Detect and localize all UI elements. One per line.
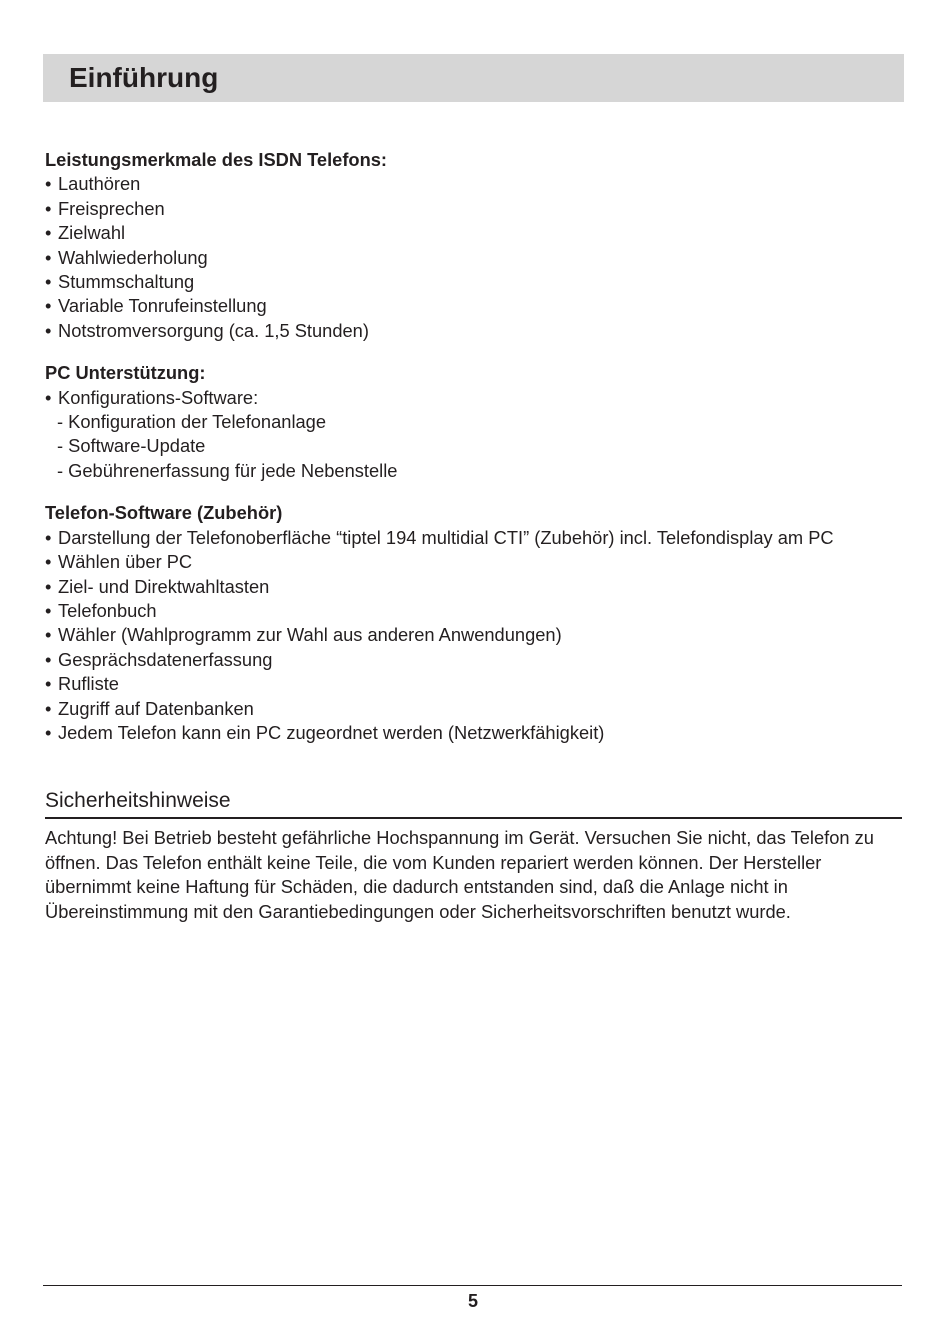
list-item: • Lauthören <box>45 172 905 196</box>
list-item: • Zugriff auf Datenbanken <box>45 697 905 721</box>
list-item: • Jedem Telefon kann ein PC zugeordnet werden (Netzwerkfähigkeit) <box>45 721 905 745</box>
phone-software-section <box>45 501 905 745</box>
list-item: • Wählen über PC <box>45 550 905 574</box>
list-item: • Notstromversorgung (ca. 1,5 Stunden) <box>45 319 905 343</box>
safety-section <box>45 787 902 924</box>
footer-divider <box>43 1285 902 1286</box>
phone-software-list <box>45 526 905 746</box>
main-content <box>45 148 905 745</box>
page-number: 5 <box>467 1291 478 1311</box>
list-item: • Wahlwiederholung <box>45 246 905 270</box>
sub-list-item: - Software-Update <box>45 434 905 458</box>
list-item: • Konfigurations-Software: <box>45 386 905 410</box>
list-item: • Ziel- und Direktwahltasten <box>45 575 905 599</box>
list-item: • Zielwahl <box>45 221 905 245</box>
list-item: • Wähler (Wahlprogramm zur Wahl aus anderen Anwendungen) <box>45 623 905 647</box>
chapter-title-bar <box>43 54 904 102</box>
pc-support-section <box>45 361 905 483</box>
safety-heading: Sicherheitshinweise <box>45 787 902 819</box>
list-item: • Rufliste <box>45 672 905 696</box>
features-list <box>45 172 905 343</box>
features-title: Leistungsmerkmale des ISDN Telefons: <box>45 149 388 170</box>
safety-text: Achtung! Bei Betrieb besteht gefährliche Hochspannung im Gerät. Versuchen Sie nicht, das Telefon zu öffnen. Das Telefon enthält keine Teile, die vom Kunden repariert werden können. Der Hersteller übernimmt keine Haftung für Schäden, die dadurch entstanden sind, daß die Anlage nicht in Übereinstimmung mit den Garantiebedingungen oder Sicherheitsvorschriften benutzt wurde. <box>45 827 874 922</box>
list-item: • Telefonbuch <box>45 599 905 623</box>
list-item: • Stummschaltung <box>45 270 905 294</box>
list-item: • Freisprechen <box>45 197 905 221</box>
pc-support-title: PC Unterstützung: <box>45 362 206 384</box>
sub-list-item: - Gebührenerfassung für jede Nebenstelle <box>45 459 905 483</box>
sub-list-item: - Konfiguration der Telefonanlage <box>45 410 905 434</box>
list-item: • Gesprächsdatenerfassung <box>45 648 905 672</box>
phone-software-title: Telefon-Software (Zubehör) <box>45 502 283 524</box>
pc-support-list <box>45 386 905 484</box>
features-section <box>45 148 905 343</box>
list-item: • Darstellung der Telefonoberfläche “tiptel 194 multidial CTI” (Zubehör) incl. Telefondisplay am PC <box>45 526 905 550</box>
list-item: • Variable Tonrufeinstellung <box>45 294 905 318</box>
chapter-title: Einführung <box>69 62 219 93</box>
